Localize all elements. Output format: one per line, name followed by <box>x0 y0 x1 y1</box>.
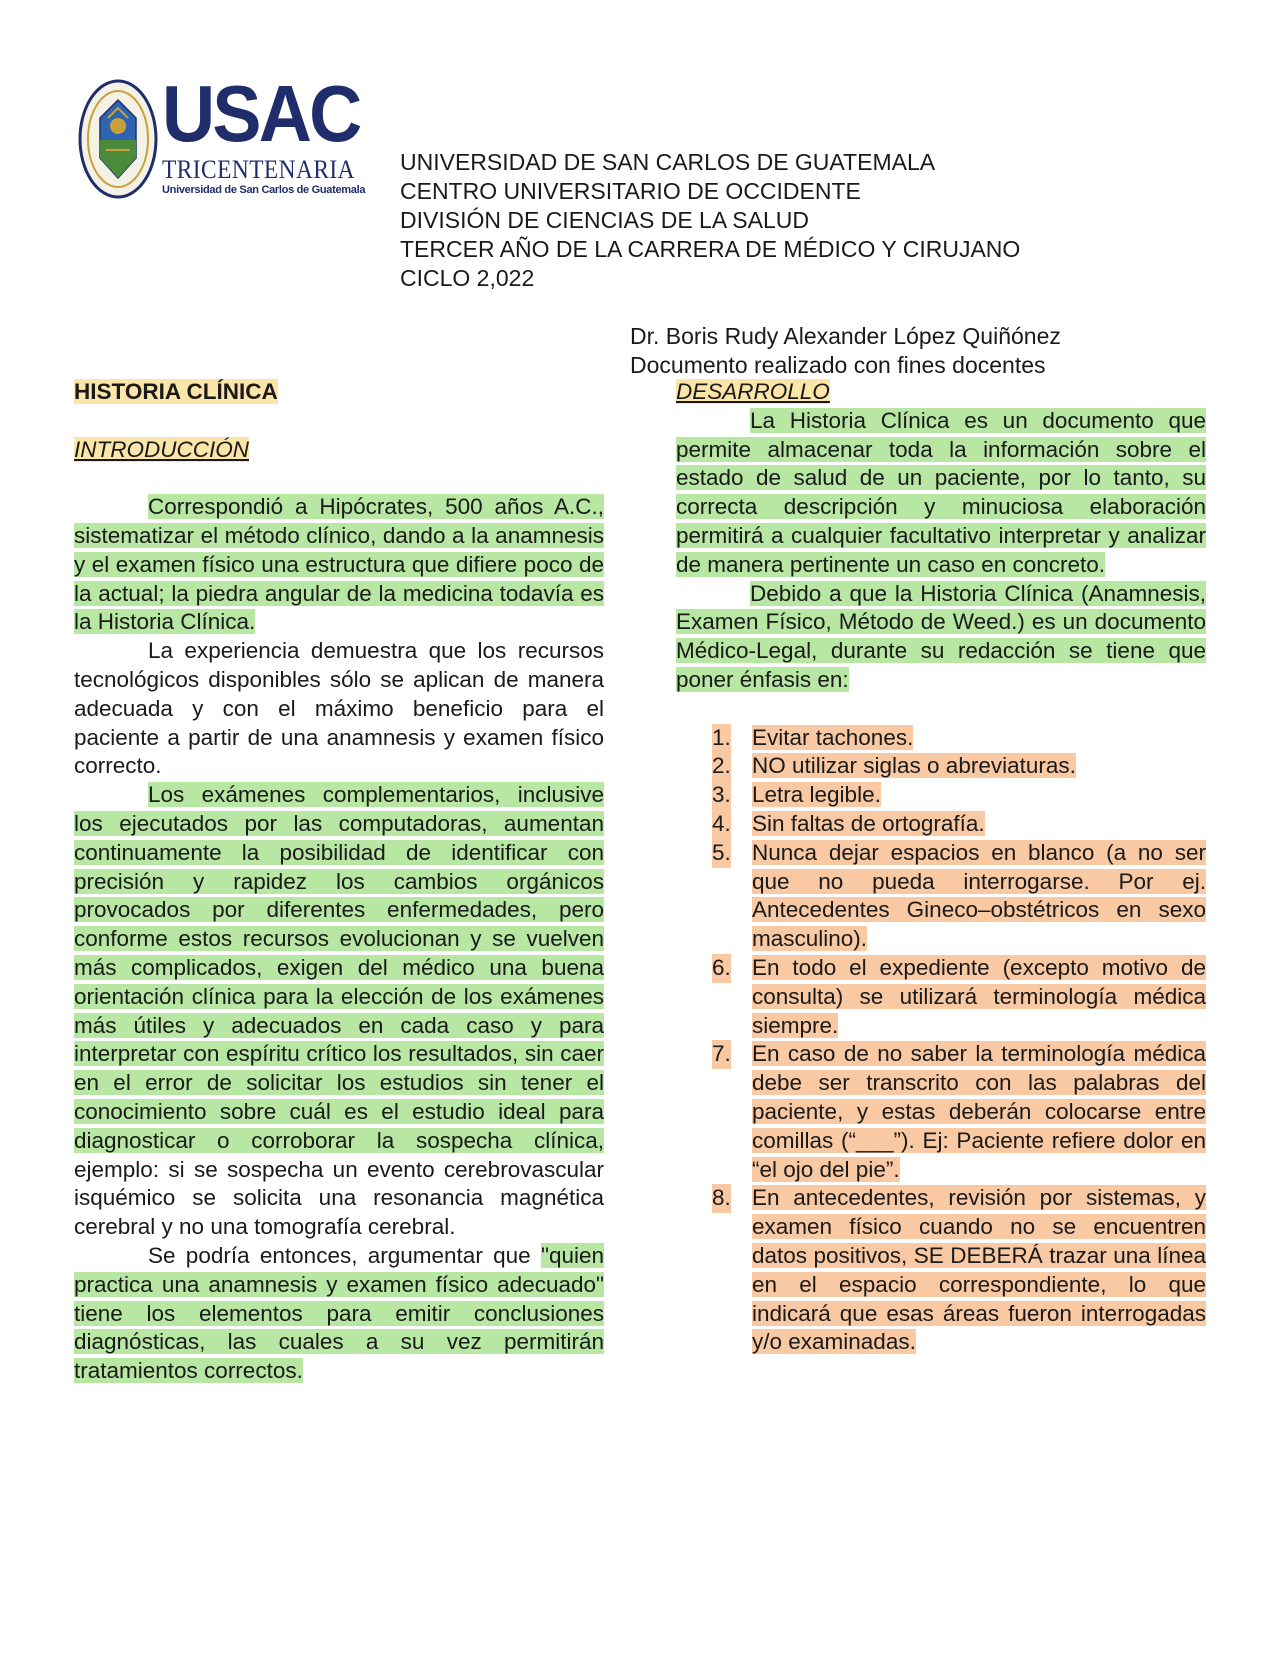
list-item: 6. En todo el expediente (excepto motivo de consulta) se utilizará terminología médica siempre. <box>712 954 1206 1038</box>
right-column <box>676 378 1206 1357</box>
left-column <box>74 378 604 1386</box>
section-title-desarrollo: DESARROLLO <box>676 379 830 404</box>
usac-wordmark: USAC <box>162 69 360 158</box>
intro-paragraph-3: Los exámenes complementarios, inclusive los ejecutados por las computadoras, aumentan continuamente la posibilidad de identificar con precisión y rapidez los cambios orgánicos provocados por diferentes enfermedades, pero conforme estos recursos evolucionan y se vuelven más complicados, exigen del médico una buena orientación clínica para la elección de los exámenes más útiles y adecuados en cada caso y para interpretar con espíritu crítico los resultados, sin caer en el error de solicitar los estudios sin tener el conocimiento sobre cuál es el estudio ideal para diagnosticar o corroborar la sospecha clínica, ejemplo: si se sospecha un evento cerebrovascular isquémico se solicita una resonancia magnética cerebral y no una tomografía cerebral. <box>74 782 604 1240</box>
list-item: 2. NO utilizar siglas o abreviaturas. <box>676 752 1206 781</box>
intro-paragraph-1: Correspondió a Hipócrates, 500 años A.C., sistematizar el método clínico, dando a la anamnesis y el examen físico una estructura que difiere poco de la actual; la piedra angular de la medicina todavía es la Historia Clínica. <box>74 494 604 635</box>
header-line-university: UNIVERSIDAD DE SAN CARLOS DE GUATEMALA <box>400 149 936 175</box>
list-item: 1. Evitar tachones. <box>676 724 1206 753</box>
author-name: Dr. Boris Rudy Alexander López Quiñónez <box>630 323 1061 349</box>
university-small-label: Universidad de San Carlos de Guatemala <box>162 184 366 196</box>
author-note: Documento realizado con fines docentes <box>630 352 1046 378</box>
tricentenaria-label: TRICENTENARIA <box>162 155 356 184</box>
list-item: 4. Sin faltas de ortografía. <box>676 810 1206 839</box>
list-item: 8. En antecedentes, revisión por sistemas, y examen físico cuando no se encuentren datos positivos, SE DEBERÁ trazar una línea en el espacio correspondiente, lo que indicará que esas áreas fueron interrogadas y/o examinadas. <box>712 1185 1206 1355</box>
header-line-cycle: CICLO 2,022 <box>400 265 535 291</box>
header-line-year: TERCER AÑO DE LA CARRERA DE MÉDICO Y CIRUJANO <box>400 236 1021 262</box>
document-title: HISTORIA CLÍNICA <box>74 379 278 404</box>
rules-list <box>676 724 1206 1358</box>
institution-header <box>400 148 1020 293</box>
intro-paragraph-4: Se podría entonces, argumentar que "quien practica una anamnesis y examen físico adecuado" tiene los elementos para emitir conclusiones diagnósticas, las cuales a su vez permitirán tratamientos correctos. <box>74 1242 604 1384</box>
header-line-center: CENTRO UNIVERSITARIO DE OCCIDENTE <box>400 178 861 204</box>
university-seal-icon <box>78 78 158 200</box>
list-item: 5. Nunca dejar espacios en blanco (a no ser que no pueda interrogarse. Por ej. Antecedentes Gineco–obstétricos en sexo masculino). <box>712 839 1206 952</box>
header-line-division: DIVISIÓN DE CIENCIAS DE LA SALUD <box>400 207 810 233</box>
list-item: 3. Letra legible. <box>676 781 1206 810</box>
usac-logo <box>78 69 366 204</box>
author-block <box>630 322 1061 380</box>
dev-paragraph-1: La Historia Clínica es un documento que permite almacenar toda la información sobre el estado de salud de un paciente, por lo tanto, su correcta descripción y minuciosa elaboración permitirá a cualquier facultativo interpretar y analizar de manera pertinente un caso en concreto. <box>676 407 1206 577</box>
section-title-introduccion: INTRODUCCIÓN <box>74 436 249 462</box>
dev-paragraph-2: Debido a que la Historia Clínica (Anamnesis, Examen Físico, Método de Weed.) es un documento Médico-Legal, durante su redacción se tiene que poner énfasis en: <box>676 580 1206 692</box>
intro-paragraph-2: La experiencia demuestra que los recursos tecnológicos disponibles sólo se aplican de manera adecuada y con el máximo beneficio para el paciente a partir de una anamnesis y examen físico correcto. <box>74 638 604 779</box>
list-item: 7. En caso de no saber la terminología médica debe ser transcrito con las palabras del paciente, y estas deberán colocarse entre comillas (“___”). Ej: Paciente refiere dolor en “el ojo del pie”. <box>712 1041 1206 1182</box>
